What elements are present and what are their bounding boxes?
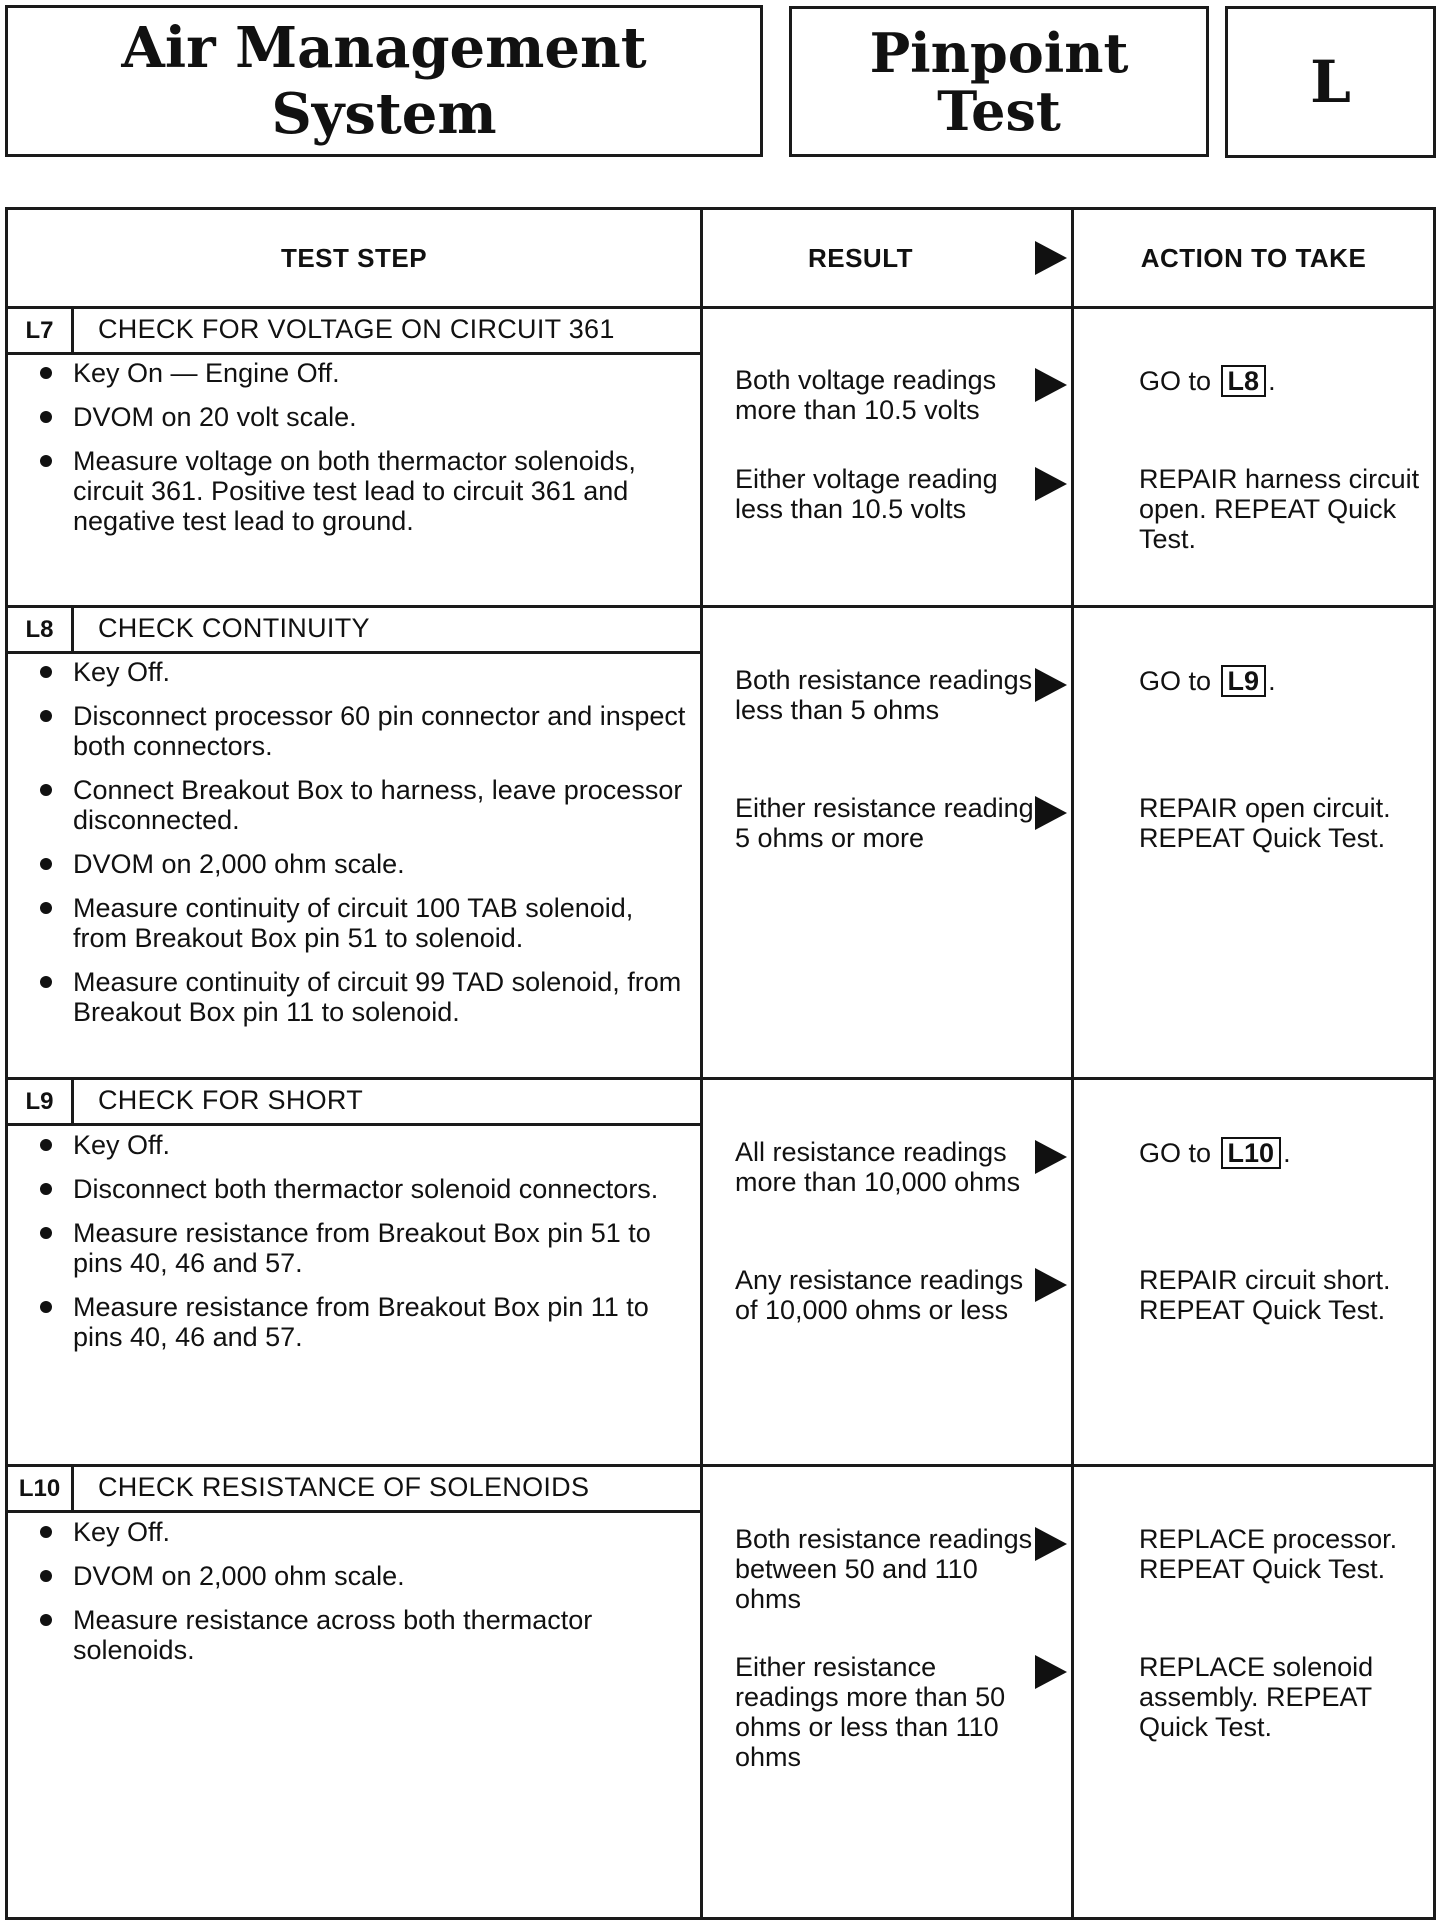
step-title-underline <box>8 1123 701 1126</box>
arrow-icon <box>1035 241 1067 275</box>
test-letter: L <box>1310 48 1351 116</box>
action-text <box>1139 793 1429 853</box>
action-text <box>1139 1137 1429 1169</box>
column-header-action: ACTION TO TAKE <box>1140 242 1367 273</box>
result-text: All resistance readings more than 10,000 ohms <box>735 1137 1021 1197</box>
step-ref-box: L9 <box>1221 665 1267 697</box>
action-instruction: REPAIR circuit short. REPEAT Quick Test. <box>1139 1265 1391 1325</box>
arrow-icon <box>1035 668 1067 702</box>
action-period: . <box>1283 1138 1291 1168</box>
arrow-icon <box>1035 1268 1067 1302</box>
step-bullet: Measure resistance from Breakout Box pin 11 to pins 40, 46 and 57. <box>36 1292 691 1352</box>
action-instruction: REPAIR open circuit. REPEAT Quick Test. <box>1139 793 1391 853</box>
step-divider <box>8 1077 1433 1080</box>
page-title: Air Management System <box>121 15 647 147</box>
step-divider <box>8 605 1433 608</box>
action-text <box>1139 365 1429 397</box>
column-header-test-step: TEST STEP <box>280 242 428 273</box>
step-title: CHECK CONTINUITY <box>98 613 370 643</box>
action-goto-label: GO to <box>1139 366 1212 396</box>
action-text <box>1139 1652 1429 1742</box>
action-text <box>1139 1265 1429 1325</box>
step-ref-box: L8 <box>1221 365 1267 397</box>
pinpoint-test-label: Pinpoint Test <box>869 20 1129 143</box>
arrow-icon <box>1035 1140 1067 1174</box>
step-bullet: Key Off. <box>36 657 691 687</box>
result-text: Any resistance readings of 10,000 ohms or less <box>735 1265 1024 1325</box>
result-text: Either resistance readings more than 50 ohms or less than 110 ohms <box>735 1652 1006 1772</box>
step-bullet: DVOM on 2,000 ohm scale. <box>36 849 691 879</box>
step-bullet-list <box>36 358 691 550</box>
step-bullet: Measure continuity of circuit 99 TAD solenoid, from Breakout Box pin 11 to solenoid. <box>36 967 691 1027</box>
step-id-divider <box>71 605 74 651</box>
step-bullet: Measure continuity of circuit 100 TAB solenoid, from Breakout Box pin 51 to solenoid. <box>36 893 691 953</box>
step-title: CHECK FOR SHORT <box>98 1085 364 1115</box>
action-text <box>1139 1524 1429 1584</box>
step-bullet: Measure voltage on both thermactor solenoids, circuit 361. Positive test lead to circuit 361 and negative test lead to ground. <box>36 446 691 536</box>
arrow-icon <box>1035 1527 1067 1561</box>
step-bullet: Measure resistance across both thermactor solenoids. <box>36 1605 691 1665</box>
step-title-underline <box>8 651 701 654</box>
action-instruction: REPLACE solenoid assembly. REPEAT Quick Test. <box>1139 1652 1374 1742</box>
pinpoint-test-box <box>789 6 1209 157</box>
column-header-result-label: RESULT <box>807 242 914 273</box>
test-letter-box <box>1225 6 1436 158</box>
step-title-underline <box>8 1510 701 1513</box>
result-text: Either voltage reading less than 10.5 volts <box>735 464 998 524</box>
step-bullet-list <box>36 1130 691 1366</box>
step-title: CHECK FOR VOLTAGE ON CIRCUIT 361 <box>98 314 615 344</box>
action-instruction: REPAIR harness circuit open. REPEAT Quick Test. <box>1139 464 1420 554</box>
step-bullet: Disconnect processor 60 pin connector and inspect both connectors. <box>36 701 691 761</box>
action-instruction: REPLACE processor. REPEAT Quick Test. <box>1139 1524 1398 1584</box>
step-bullet: DVOM on 20 volt scale. <box>36 402 691 432</box>
action-goto-label: GO to <box>1139 1138 1212 1168</box>
result-text: Both voltage readings more than 10.5 volts <box>735 365 997 425</box>
step-id: L10 <box>18 1475 61 1502</box>
action-text <box>1139 665 1429 697</box>
step-bullet: DVOM on 2,000 ohm scale. <box>36 1561 691 1591</box>
action-period: . <box>1268 366 1276 396</box>
page-title-box <box>5 5 763 157</box>
arrow-icon <box>1035 368 1067 402</box>
step-id: L8 <box>25 616 54 643</box>
column-divider <box>700 210 703 1917</box>
step-divider <box>8 1464 1433 1467</box>
step-ref-box: L10 <box>1221 1137 1282 1169</box>
step-id-divider <box>71 1464 74 1510</box>
header-divider <box>8 306 1433 309</box>
step-bullet: Disconnect both thermactor solenoid connectors. <box>36 1174 691 1204</box>
step-bullet: Key On — Engine Off. <box>36 358 691 388</box>
result-text: Both resistance readings less than 5 ohms <box>735 665 1033 725</box>
step-id: L7 <box>25 317 54 344</box>
column-header-result <box>700 210 1071 306</box>
step-title: CHECK RESISTANCE OF SOLENOIDS <box>98 1472 590 1502</box>
action-goto-label: GO to <box>1139 666 1212 696</box>
step-id: L9 <box>25 1088 54 1115</box>
step-bullet-list <box>36 657 691 1041</box>
result-text: Either resistance reading 5 ohms or more <box>735 793 1034 853</box>
step-id-divider <box>71 306 74 352</box>
step-bullet-list <box>36 1517 691 1679</box>
result-text: Both resistance readings between 50 and 110 ohms <box>735 1524 1033 1614</box>
step-bullet: Connect Breakout Box to harness, leave processor disconnected. <box>36 775 691 835</box>
step-bullet: Key Off. <box>36 1130 691 1160</box>
arrow-icon <box>1035 796 1067 830</box>
column-divider <box>1071 210 1074 1917</box>
pinpoint-test-table <box>5 207 1436 1920</box>
step-bullet: Measure resistance from Breakout Box pin 51 to pins 40, 46 and 57. <box>36 1218 691 1278</box>
step-bullet: Key Off. <box>36 1517 691 1547</box>
action-text <box>1139 464 1429 554</box>
step-id-divider <box>71 1077 74 1123</box>
action-period: . <box>1268 666 1276 696</box>
arrow-icon <box>1035 467 1067 501</box>
arrow-icon <box>1035 1655 1067 1689</box>
step-title-underline <box>8 352 701 355</box>
